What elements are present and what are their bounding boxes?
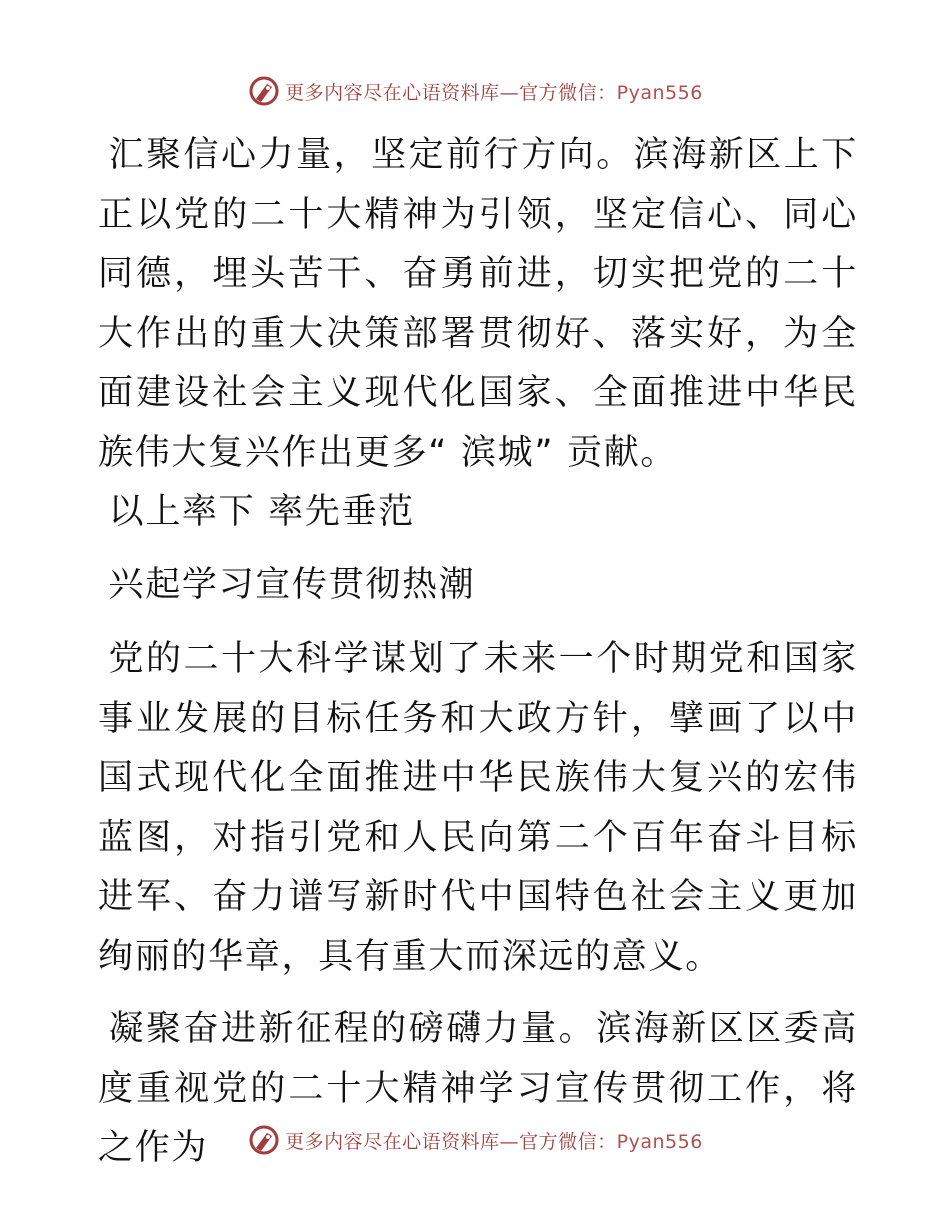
paragraph-2: 党的二十大科学谋划了未来一个时期党和国家事业发展的目标任务和大政方针，擘画了以中国式现代化全面推进中华民族伟大复兴的宏伟蓝图，对指引党和人民向第二个百年奋斗目标进军、奋力谱写新时代中国特色社会主义更加绚丽的华章，具有重大而深远的意义。 xyxy=(98,639,858,977)
footer-banner xyxy=(0,1120,950,1160)
pen-nib-circle-icon xyxy=(247,74,281,108)
wechat-id: Pyan556 xyxy=(616,1130,703,1153)
paragraph-3: 凝聚奋进新征程的磅礴力量。滨海新区区委高度重视党的二十大精神学习宣传贯彻工作，将之作为 xyxy=(98,1009,858,1168)
pen-nib-circle-icon xyxy=(247,1123,281,1157)
section-heading-2: 兴起学习宣传贯彻热潮 xyxy=(108,565,476,605)
paragraph-1: 汇聚信心力量，坚定前行方向。滨海新区上下正以党的二十大精神为引领，坚定信心、同心同德，埋头苦干、奋勇前进，切实把党的二十大作出的重大决策部署贯彻好、落实好，为全面建设社会主义现代化国家、全面推进中华民族伟大复兴作出更多“ 滨城” 贡献。 xyxy=(98,135,858,473)
wechat-id: Pyan556 xyxy=(616,81,703,104)
section-heading-1: 以上率下 率先垂范 xyxy=(108,492,415,532)
banner-promo-text: 更多内容尽在心语资料库—官方微信：Pyan556 xyxy=(285,81,703,104)
banner-promo-text: 更多内容尽在心语资料库—官方微信：Pyan556 xyxy=(285,1130,703,1153)
header-banner xyxy=(0,71,950,111)
